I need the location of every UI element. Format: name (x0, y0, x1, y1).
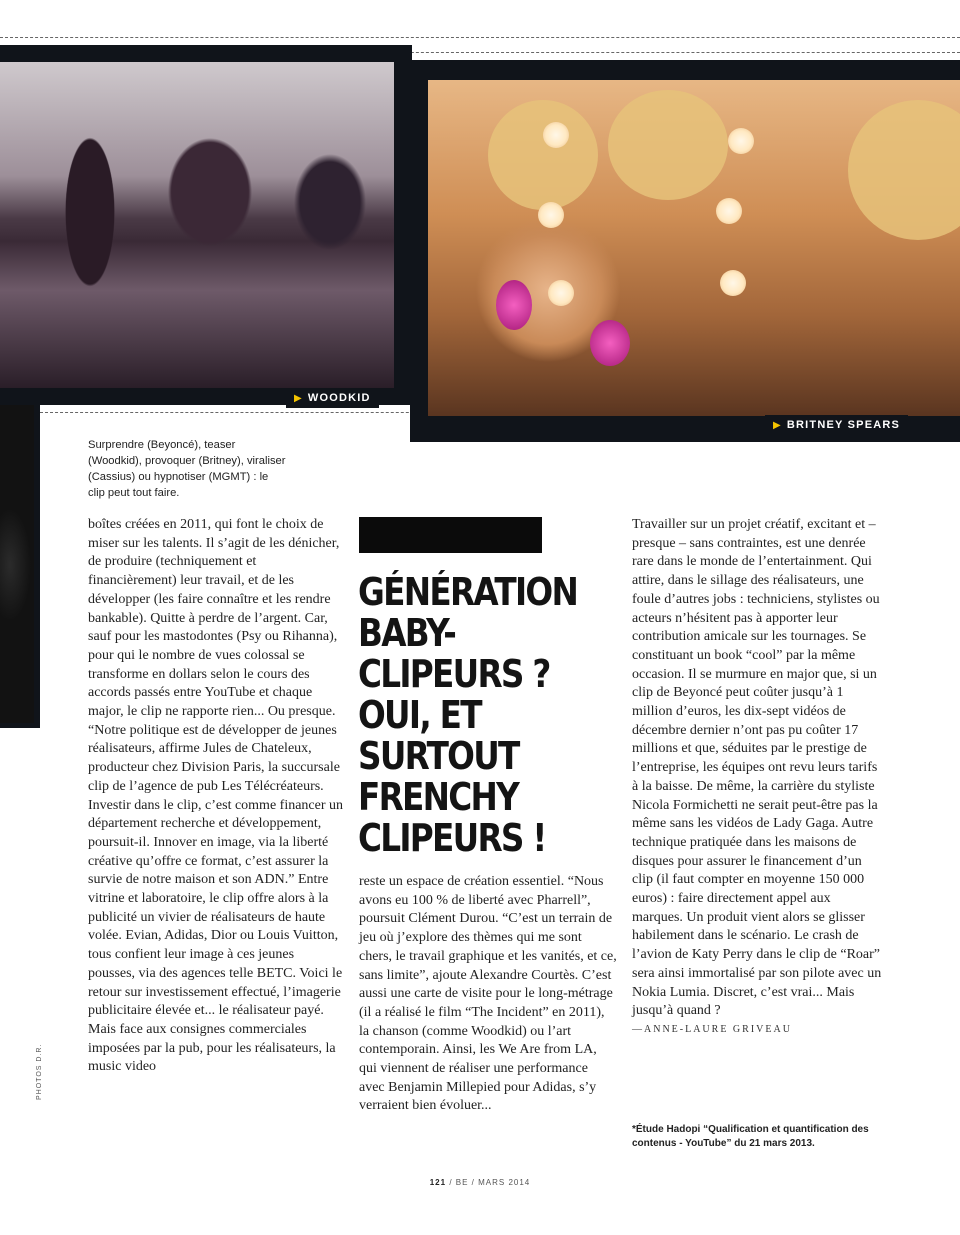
top-dashed-rule (0, 37, 960, 38)
hair-shape (608, 90, 728, 200)
hair-shape (488, 100, 598, 210)
footnote: *Étude Hadopi “Qualification et quantification des contenus - YouTube” du 21 mars 2013. (632, 1124, 869, 1149)
magazine-name: BE (455, 1178, 469, 1187)
column-3-text: Travailler sur un projet créatif, excitant et – presque – sans contraintes, est une denrée rare dans le monde de l’entertainment. Qui attire, dans le sillage des réalisateurs, une foule d’autres jobs : techniciens, stylistes ou acteurs n’hésitent pas à apporter leur contribution amicale sur les tournages. Se constituant un book “cool” par la même occasion. Il se murmure en major que, si un clip de Beyoncé peut coûter jusqu’à 1 million d’euros, les dix-sept vidéos de décembre dernier n’ont pas pu coûter 17 millions et que, séduites par le prestige de l’entreprise, les équipes ont revu leurs tarifs à la baisse. De même, la carrière du styliste Nicola Formichetti ne serait peut-être pas la même sans les vidéos de Lady Gaga. Autre technique pratiquée dans les maisons de disques pour assurer le financement d’un clip (il faut compter en moyenne 150 000 euros) : faire directement appel aux marques. Un produit vient alors se glisser habilement dans le scénario. Le crash de l’avion de Katy Perry dans le clip de “Roar” sera ainsi immortalisé par son pilote avec un Nokia Lumia. Discret, c’est vrai... Mais jusqu’à quand ? (632, 517, 882, 1019)
headline: GÉNÉRATION BABY-CLIPEURS ? OUI, ET SURTOUT FRENCHY CLIPEURS ! (358, 570, 578, 860)
mirror-bulb (720, 270, 746, 296)
britney-spears-label: ▶ BRITNEY SPEARS (765, 415, 908, 435)
perfume-bottle (590, 320, 630, 366)
article-column-2: reste un espace de création essentiel. “Nous avons eu 100 % de liberté avec Pharrell”, poursuit Clément Durou. “C’est un terrain de jeu où j’explore des thèmes qui me sont chers, le travail graphique et les vanités, et ce, sans limite”, ajoute Alexandre Courtès. C’est aussi une carte de visite pour le long-métrage (il a réalisé le film “The Incident” en 2011), la chanson (comme Woodkid) ou l’art contemporain. Ainsi, les We Are from LA, qui viennent de réaliser une performance avec Benjamin Millepied pour Adidas, s’y verraient bien évoluer... (359, 874, 617, 1114)
mirror-bulb (728, 128, 754, 154)
article-column-3 (632, 516, 884, 1040)
mirror-bulb (543, 122, 569, 148)
play-triangle-icon: ▶ (294, 393, 303, 404)
folio-sep: / (471, 1178, 479, 1187)
hair-shape (848, 100, 960, 240)
woodkid-photo (0, 62, 394, 388)
photo-caption: Surprendre (Beyoncé), teaser (Woodkid), provoquer (Britney), viraliser (Cassius) ou hypnotiser (MGMT) : le clip peut tout faire. (88, 439, 286, 499)
issue-date: MARS 2014 (478, 1178, 531, 1187)
perfume-bottle (496, 280, 532, 330)
author-signature: —ANNE-LAURE GRIVEAU (632, 1023, 792, 1035)
play-triangle-icon: ▶ (773, 420, 782, 431)
mirror-bulb (538, 202, 564, 228)
article-column-1: boîtes créées en 2011, qui font le choix de miser sur les talents. Il s’agit de les dénicher, de produire (techniquement et financièrement) leur travail, et de les développer (les faire connaître et les rendre bankable). Quitte à perdre de l’argent. Car, sauf pour les mastodontes (Psy ou Rihanna), pour qui le nombre de vues colossal se transforme en dollars selon le cours des accords passés entre YouTube et chaque major, le clip ne rapporte rien... Ou presque. “Notre politique est de développer de jeunes réalisateurs, affirme Jules de Chateleux, producteur chez Division Paris, la succursale clip de l’agence de pub Les Télécréateurs. Investir dans le clip, c’est comme financer un département recherche et développement, poursuit-il. Innover en image, via la liberté créative qu’offre ce format, c’est assurer la survie de notre maison et son ADN.” Entre vitrine et laboratoire, le clip offre alors à la publicité un vivier de réalisateurs de haute volée. Evian, Adidas, Dior ou Louis Vuitton, tous confient leur image à ces jeunes pousses, via des agences telle BETC. Voici le retour sur investissement effectué, l’imagerie publicitaire élevée et... le réalisateur payé. Mais face aux consignes commerciales imposées par la pub, pour les réalisateurs, la music video (88, 517, 344, 1075)
mirror-bulb (716, 198, 742, 224)
headline-black-bar (359, 517, 542, 553)
page-number: 121 (429, 1178, 447, 1187)
page-folio (0, 1178, 960, 1187)
britney-spears-photo (428, 80, 960, 416)
woodkid-label: ▶ WOODKID (286, 388, 379, 408)
photo-credit: PHOTOS D.R. (36, 1043, 43, 1100)
mirror-bulb (548, 280, 574, 306)
folio-sep: / (449, 1178, 456, 1187)
left-photo (0, 405, 34, 723)
